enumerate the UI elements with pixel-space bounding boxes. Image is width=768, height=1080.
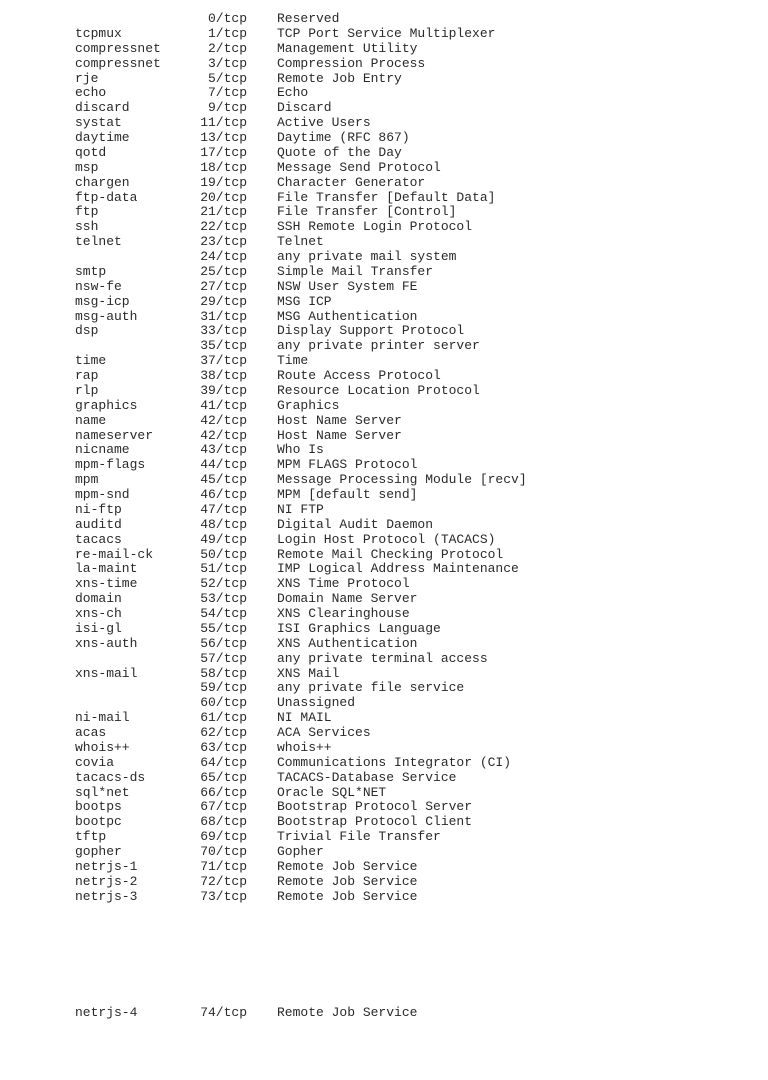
table-row <box>0 250 768 265</box>
service-name: dsp <box>75 323 99 339</box>
service-description: MSG Authentication <box>277 308 418 324</box>
table-row <box>0 176 768 191</box>
service-name: ni-ftp <box>75 501 122 517</box>
service-port: 20/tcp <box>200 189 247 205</box>
service-port: 39/tcp <box>200 382 247 398</box>
service-name: ftp <box>75 204 99 220</box>
service-description: Resource Location Protocol <box>277 382 480 398</box>
table-row <box>0 518 768 533</box>
service-description: ACA Services <box>277 725 371 740</box>
service-port: 21/tcp <box>200 204 247 220</box>
service-name: xns-ch <box>75 606 122 621</box>
service-port: 0/tcp <box>207 11 247 26</box>
service-name: rje <box>75 70 99 86</box>
service-description: any private mail system <box>277 249 457 264</box>
table-row <box>0 875 768 890</box>
service-port: 54/tcp <box>200 606 247 621</box>
table-row <box>0 488 768 503</box>
service-name: netrjs-1 <box>75 858 138 874</box>
service-name: netrjs-2 <box>75 873 138 889</box>
table-row <box>0 161 768 176</box>
service-name: name <box>75 412 107 428</box>
table-row <box>0 220 768 235</box>
table-row <box>0 622 768 637</box>
service-port: 42/tcp <box>200 427 247 443</box>
service-description: Compression Process <box>277 55 426 71</box>
table-row <box>0 399 768 414</box>
service-port: 45/tcp <box>200 472 247 488</box>
service-name: rap <box>75 368 99 383</box>
service-name: nsw-fe <box>75 278 122 294</box>
table-row <box>0 310 768 325</box>
service-name: domain <box>75 591 122 607</box>
service-port: 42/tcp <box>200 412 247 428</box>
service-port: 35/tcp <box>200 338 247 354</box>
service-name: isi-gl <box>75 620 122 636</box>
service-port: 29/tcp <box>200 293 247 309</box>
table-row <box>0 57 768 72</box>
service-description: Management Utility <box>277 40 418 56</box>
service-port: 33/tcp <box>200 323 247 339</box>
table-row <box>0 845 768 860</box>
service-port: 13/tcp <box>200 130 247 145</box>
table-row <box>0 369 768 384</box>
service-port: 7/tcp <box>207 85 247 101</box>
service-name: bootps <box>75 799 122 815</box>
service-description: Quote of the Day <box>277 144 402 160</box>
service-name: tftp <box>75 829 107 845</box>
service-port: 53/tcp <box>200 591 247 607</box>
service-name: gopher <box>75 844 122 859</box>
service-name: covia <box>75 754 115 770</box>
service-description: IMP Logical Address Maintenance <box>277 561 519 577</box>
table-row <box>0 324 768 339</box>
table-row <box>0 131 768 146</box>
service-port: 1/tcp <box>207 25 247 41</box>
service-name: re-mail-ck <box>75 546 154 562</box>
table-row <box>0 741 768 756</box>
service-description: Communications Integrator (CI) <box>277 754 512 770</box>
service-port: 23/tcp <box>200 234 247 250</box>
table-row <box>0 1006 768 1021</box>
service-port: 49/tcp <box>200 531 247 547</box>
service-description: NI FTP <box>277 501 324 517</box>
service-description: Digital Audit Daemon <box>277 516 434 532</box>
service-name: mpm-snd <box>75 487 130 502</box>
service-port: 56/tcp <box>200 635 247 651</box>
service-description: Time <box>277 353 309 369</box>
service-description: MPM [default send] <box>277 487 418 502</box>
service-description: Display Support Protocol <box>277 323 465 339</box>
service-name: smtp <box>75 263 107 279</box>
table-row <box>0 86 768 101</box>
service-description: MPM FLAGS Protocol <box>277 457 418 473</box>
service-port: 73/tcp <box>200 888 247 904</box>
service-name: tacacs <box>75 531 122 547</box>
service-name: netrjs-3 <box>75 888 138 904</box>
service-description: Simple Mail Transfer <box>277 263 434 279</box>
service-description: Remote Job Service <box>277 858 418 874</box>
service-description: NSW User System FE <box>277 278 418 294</box>
table-row <box>0 191 768 206</box>
table-row <box>0 562 768 577</box>
table-row <box>0 280 768 295</box>
service-name: qotd <box>75 144 107 160</box>
service-port: 2/tcp <box>207 40 247 56</box>
table-row <box>0 726 768 741</box>
service-description: Telnet <box>277 234 324 250</box>
service-name: chargen <box>75 174 130 190</box>
table-row <box>0 146 768 161</box>
service-port: 3/tcp <box>207 55 247 71</box>
service-description: Discard <box>277 100 332 116</box>
service-name: msg-auth <box>75 308 138 324</box>
service-name: sql*net <box>75 784 130 800</box>
table-row <box>0 890 768 905</box>
service-description: Reserved <box>277 11 340 26</box>
table-row <box>0 443 768 458</box>
service-port: 60/tcp <box>200 695 247 711</box>
table-row <box>0 458 768 473</box>
service-description: Bootstrap Protocol Client <box>277 814 473 830</box>
service-port: 37/tcp <box>200 353 247 369</box>
table-row <box>0 429 768 444</box>
service-port: 19/tcp <box>200 174 247 190</box>
service-description: Remote Job Service <box>277 888 418 904</box>
service-port: 58/tcp <box>200 665 247 681</box>
service-port: 24/tcp <box>200 249 247 264</box>
service-description: any private printer server <box>277 338 480 354</box>
service-description: MSG ICP <box>277 293 332 309</box>
service-port: 31/tcp <box>200 308 247 324</box>
service-description: Who Is <box>277 442 324 458</box>
table-row <box>0 548 768 563</box>
service-port: 61/tcp <box>200 710 247 726</box>
table-row <box>0 830 768 845</box>
service-port: 59/tcp <box>200 680 247 696</box>
service-description: Bootstrap Protocol Server <box>277 799 473 815</box>
table-row <box>0 72 768 87</box>
service-description: Remote Mail Checking Protocol <box>277 546 504 562</box>
table-row <box>0 116 768 131</box>
service-port: 57/tcp <box>200 650 247 666</box>
service-description: Character Generator <box>277 174 426 190</box>
service-description: Message Send Protocol <box>277 159 441 175</box>
service-name: ftp-data <box>75 189 138 205</box>
service-port: 27/tcp <box>200 278 247 294</box>
service-name: telnet <box>75 234 122 250</box>
service-port: 47/tcp <box>200 501 247 517</box>
service-name: la-maint <box>75 561 138 577</box>
service-description: XNS Authentication <box>277 635 418 651</box>
service-description: File Transfer [Control] <box>277 204 457 220</box>
service-description: Trivial File Transfer <box>277 829 441 845</box>
service-description: Daytime (RFC 867) <box>277 130 410 145</box>
service-name: auditd <box>75 516 122 532</box>
service-description: SSH Remote Login Protocol <box>277 219 473 235</box>
service-name: xns-mail <box>75 665 138 681</box>
service-description: any private terminal access <box>277 650 488 666</box>
service-port: 22/tcp <box>200 219 247 235</box>
service-description: Remote Job Entry <box>277 70 402 86</box>
service-name: acas <box>75 725 107 740</box>
service-description: Host Name Server <box>277 427 402 443</box>
service-port: 65/tcp <box>200 769 247 785</box>
service-port: 51/tcp <box>200 561 247 577</box>
continuation-block <box>0 1006 768 1021</box>
service-name: compressnet <box>75 40 161 56</box>
service-name: compressnet <box>75 55 161 71</box>
service-description: Remote Job Service <box>277 1005 418 1020</box>
service-name: nicname <box>75 442 130 458</box>
service-name: mpm <box>75 472 99 488</box>
table-row <box>0 800 768 815</box>
service-description: Domain Name Server <box>277 591 418 607</box>
service-name: rlp <box>75 382 99 398</box>
table-row <box>0 592 768 607</box>
service-port: 66/tcp <box>200 784 247 800</box>
service-port: 41/tcp <box>200 397 247 413</box>
table-row <box>0 235 768 250</box>
service-name: msg-icp <box>75 293 130 309</box>
table-row <box>0 756 768 771</box>
table-row <box>0 860 768 875</box>
service-name: echo <box>75 85 107 101</box>
service-port: 50/tcp <box>200 546 247 562</box>
service-name: nameserver <box>75 427 154 443</box>
service-description: XNS Time Protocol <box>277 576 410 592</box>
service-port: 5/tcp <box>207 70 247 86</box>
service-name: graphics <box>75 397 138 413</box>
service-name: ni-mail <box>75 710 130 726</box>
service-description: Active Users <box>277 115 371 131</box>
service-description: XNS Clearinghouse <box>277 606 410 621</box>
service-description: Echo <box>277 85 309 101</box>
service-port: 68/tcp <box>200 814 247 830</box>
service-port: 64/tcp <box>200 754 247 770</box>
service-port: 9/tcp <box>207 100 247 116</box>
service-port: 70/tcp <box>200 844 247 859</box>
service-port: 25/tcp <box>200 263 247 279</box>
table-row <box>0 384 768 399</box>
service-description: Host Name Server <box>277 412 402 428</box>
service-name: ssh <box>75 219 99 235</box>
service-port: 71/tcp <box>200 858 247 874</box>
service-description: Graphics <box>277 397 340 413</box>
service-description: any private file service <box>277 680 465 696</box>
service-port: 11/tcp <box>200 115 247 131</box>
table-row <box>0 12 768 27</box>
service-name: tcpmux <box>75 25 122 41</box>
table-row <box>0 27 768 42</box>
table-row <box>0 414 768 429</box>
table-row <box>0 815 768 830</box>
table-row <box>0 771 768 786</box>
service-port: 43/tcp <box>200 442 247 458</box>
table-row <box>0 786 768 801</box>
table-row <box>0 354 768 369</box>
service-port: 17/tcp <box>200 144 247 160</box>
table-row <box>0 652 768 667</box>
service-description: Unassigned <box>277 695 356 711</box>
service-description: whois++ <box>277 739 332 755</box>
service-name: xns-auth <box>75 635 138 651</box>
service-description: Route Access Protocol <box>277 368 441 383</box>
service-description: TCP Port Service Multiplexer <box>277 25 496 41</box>
service-description: ISI Graphics Language <box>277 620 441 636</box>
service-description: Remote Job Service <box>277 873 418 889</box>
service-name: mpm-flags <box>75 457 146 473</box>
table-row <box>0 533 768 548</box>
table-row <box>0 696 768 711</box>
service-description: Oracle SQL*NET <box>277 784 387 800</box>
table-row <box>0 473 768 488</box>
service-description: Message Processing Module [recv] <box>277 472 527 488</box>
service-name: whois++ <box>75 739 130 755</box>
service-port: 69/tcp <box>200 829 247 845</box>
service-port: 52/tcp <box>200 576 247 592</box>
service-description: TACACS-Database Service <box>277 769 457 785</box>
service-description: NI MAIL <box>277 710 332 726</box>
service-port: 63/tcp <box>200 739 247 755</box>
table-row <box>0 681 768 696</box>
table-row <box>0 503 768 518</box>
service-port: 38/tcp <box>200 368 247 383</box>
service-port: 72/tcp <box>200 873 247 889</box>
service-name: netrjs-4 <box>75 1005 138 1020</box>
service-name: daytime <box>75 130 130 145</box>
table-row <box>0 101 768 116</box>
service-port: 55/tcp <box>200 620 247 636</box>
table-row <box>0 205 768 220</box>
service-name: tacacs-ds <box>75 769 146 785</box>
service-description: XNS Mail <box>277 665 340 681</box>
table-row <box>0 637 768 652</box>
service-description: Login Host Protocol (TACACS) <box>277 531 496 547</box>
service-port-table <box>0 12 768 905</box>
service-port: 18/tcp <box>200 159 247 175</box>
service-name: discard <box>75 100 130 116</box>
table-row <box>0 295 768 310</box>
service-description: Gopher <box>277 844 324 859</box>
service-name: systat <box>75 115 122 131</box>
service-port: 62/tcp <box>200 725 247 740</box>
service-port: 67/tcp <box>200 799 247 815</box>
table-row <box>0 667 768 682</box>
table-row <box>0 265 768 280</box>
service-description: File Transfer [Default Data] <box>277 189 496 205</box>
table-row <box>0 577 768 592</box>
table-row <box>0 42 768 57</box>
service-name: bootpc <box>75 814 122 830</box>
table-row <box>0 711 768 726</box>
service-name: time <box>75 353 107 369</box>
service-port: 48/tcp <box>200 516 247 532</box>
table-row <box>0 607 768 622</box>
service-port: 44/tcp <box>200 457 247 473</box>
table-row <box>0 339 768 354</box>
service-port: 46/tcp <box>200 487 247 502</box>
service-name: msp <box>75 159 99 175</box>
service-name: xns-time <box>75 576 138 592</box>
service-port: 74/tcp <box>200 1005 247 1020</box>
